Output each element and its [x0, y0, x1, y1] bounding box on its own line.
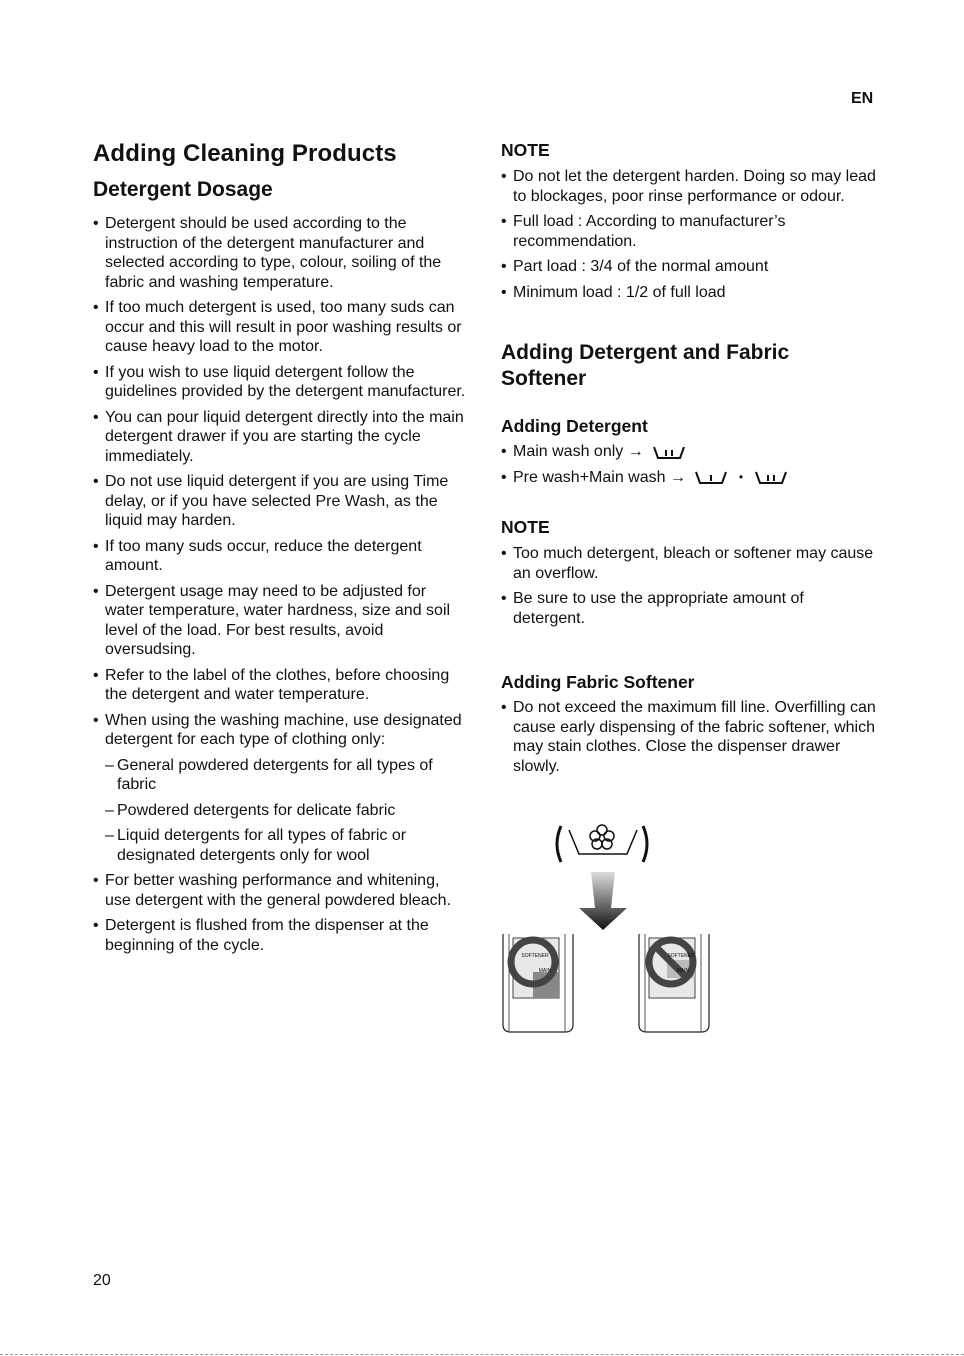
subheading-adding-detergent: Adding Detergent [501, 416, 648, 436]
list-item: • If too many suds occur, reduce the detergent amount. [93, 537, 468, 576]
note-heading: NOTE [501, 140, 550, 160]
drawer-main-label: MAIN [538, 968, 552, 974]
note-heading: NOTE [501, 517, 550, 538]
sub-list-item: – General powdered detergents for all types of fabric [93, 756, 468, 795]
main-wash-text: Main wash only → [513, 443, 644, 460]
sub-list-item: – Powdered detergents for delicate fabric [93, 801, 468, 821]
page-number: 20 [93, 1272, 111, 1289]
list-item-main-wash [501, 442, 879, 462]
list-item-pre-main-wash [501, 468, 879, 488]
note-list [501, 167, 879, 302]
pre-wash-icon [694, 469, 728, 485]
right-column [501, 140, 879, 782]
list-item: • Minimum load : 1/2 of full load [501, 283, 879, 303]
list-item: • Do not use liquid detergent if you are using Time delay, or if you have selected Pre Wash, as the liquid may harden. [93, 472, 468, 531]
drawer-softener-label: SOFTENER [521, 953, 549, 959]
list-item: • Do not let the detergent harden. Doing so may lead to blockages, poor rinse performance or odour. [501, 167, 879, 206]
list-item: • Part load : 3/4 of the normal amount [501, 257, 879, 277]
drawer-overfilled-illustration [639, 934, 709, 1032]
section-heading-detergent-dosage: Detergent Dosage [93, 178, 273, 201]
main-wash-icon [754, 469, 788, 485]
drawer-correct-illustration [503, 934, 573, 1032]
list-item: • If too much detergent is used, too many suds can occur and this will result in poor washing results or cause heavy load to the motor. [93, 298, 468, 357]
list-item: • For better washing performance and whitening, use detergent with the general powdered bleach. [93, 871, 468, 910]
list-item: • Detergent should be used according to the instruction of the detergent manufacturer and selected according to type, colour, soiling of the fabric and washing temperature. [93, 214, 468, 292]
section-heading-detergent-softener: Adding Detergent and Fabric Softener [501, 341, 790, 390]
page-title: Adding Cleaning Products [93, 140, 397, 167]
list-item: • Too much detergent, bleach or softener may cause an overflow. [501, 544, 879, 583]
softener-dispenser-illustration [501, 820, 721, 1040]
list-item: • Do not exceed the maximum fill line. Overfilling can cause early dispensing of the fabric softener, which may stain clothes. Close the dispenser drawer slowly. [501, 698, 879, 776]
detergent-compartment-list [501, 442, 879, 487]
language-code: EN [851, 90, 874, 107]
note-list [501, 544, 879, 628]
drawer-softener-label: SOFTENER [667, 953, 695, 959]
down-arrow-icon [579, 872, 627, 930]
pre-main-wash-text: Pre wash+Main wash → [513, 468, 686, 486]
sub-list-item: – Liquid detergents for all types of fabric or designated detergents only for wool [93, 826, 468, 865]
list-item: • Full load : According to manufacturer’s recommendation. [501, 212, 879, 251]
list-item: • Refer to the label of the clothes, before choosing the detergent and water temperature. [93, 666, 468, 705]
main-wash-icon [652, 444, 686, 460]
softener-symbol-icon [557, 825, 647, 862]
drawer-main-label: MAIN [676, 968, 690, 974]
dosage-list [93, 214, 468, 955]
left-column [93, 140, 468, 961]
list-item: • When using the washing machine, use designated detergent for each type of clothing only: [93, 711, 468, 750]
list-item: • Detergent usage may need to be adjusted for water temperature, water hardness, size and soil level of the load. For best results, avoid oversudsing. [93, 582, 468, 660]
separator-dot: • [738, 469, 744, 484]
subheading-adding-fabric-softener: Adding Fabric Softener [501, 672, 695, 693]
page-edge-divider [0, 1354, 964, 1355]
list-item: • You can pour liquid detergent directly into the main detergent drawer if you are starting the cycle immediately. [93, 408, 468, 467]
list-item: • If you wish to use liquid detergent follow the guidelines provided by the detergent manufacturer. [93, 363, 468, 402]
list-item: • Be sure to use the appropriate amount of detergent. [501, 589, 879, 628]
list-item: • Detergent is flushed from the dispenser at the beginning of the cycle. [93, 916, 468, 955]
softener-list [501, 698, 879, 776]
